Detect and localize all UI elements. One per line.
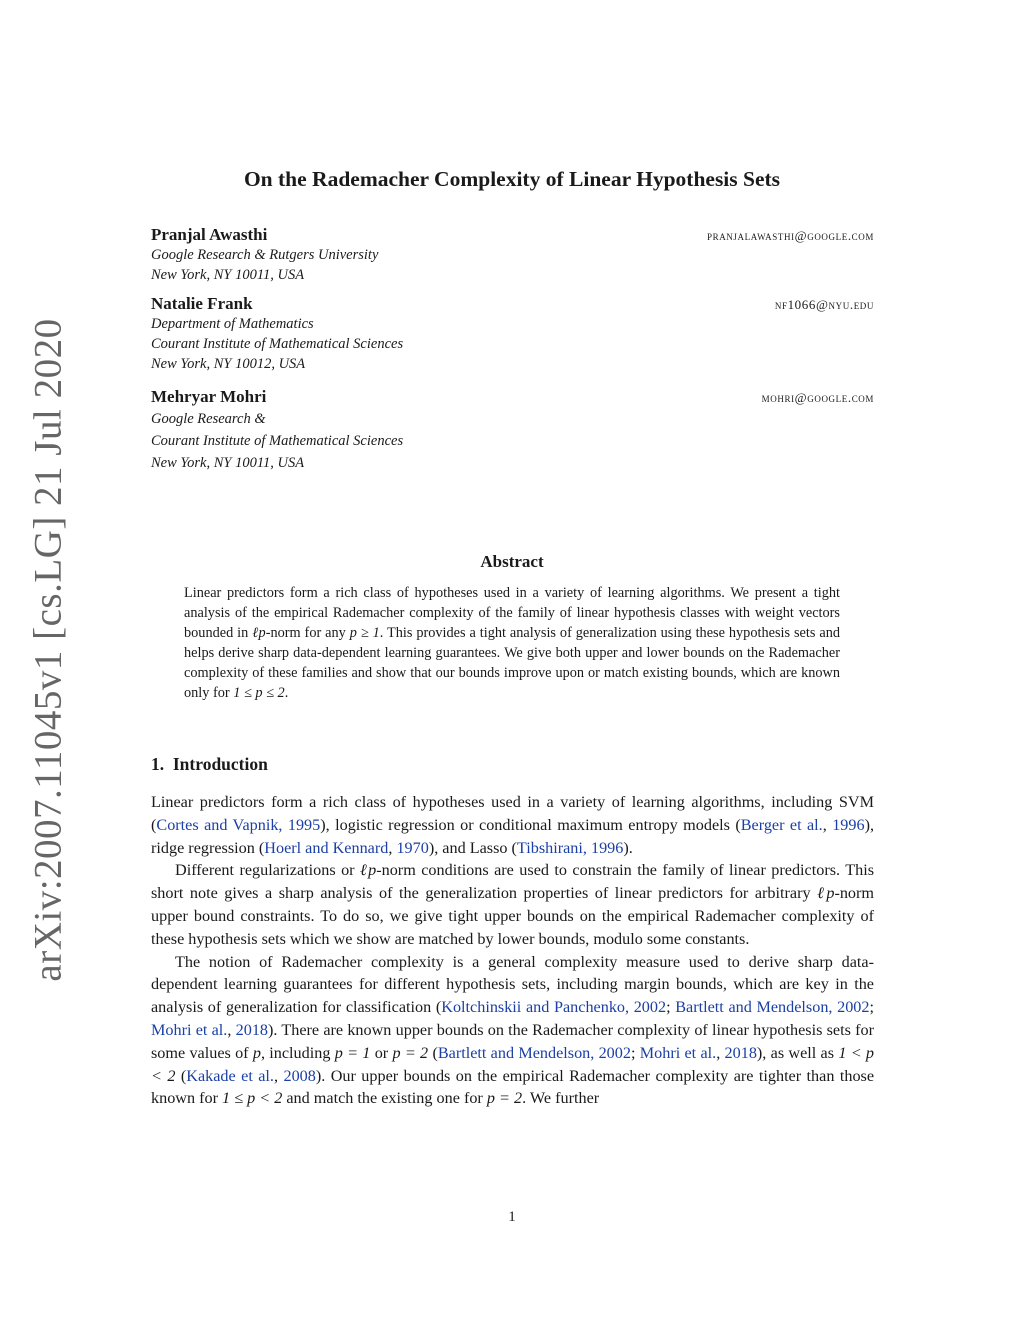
citation-link[interactable]: Tibshirani, 1996 [516,838,624,857]
author-affiliation: Google Research & [151,411,266,427]
text: The notion of Rademacher complexity is a general complexity measure used to derive sharp data-dependent learning guarantees for different hypothesis sets, including margin bounds, which are key in the analysis of generalization for classification ( [151,952,874,1017]
citation-link[interactable]: Koltchinskii and Panchenko, 2002 [441,998,667,1017]
author-address: New York, NY 10012, USA [151,356,306,372]
citation-link[interactable]: Bartlett and Mendelson, 2002 [675,998,870,1017]
author-name: Pranjal Awasthi [151,225,268,244]
text: ; [869,998,874,1017]
text: ; [666,998,676,1017]
text: ), and Lasso ( [428,838,517,857]
text: ). [623,838,633,857]
abstract-text-part: . [284,685,289,701]
section-title: Introduction [172,754,268,774]
citation-link[interactable]: 1970 [396,838,429,857]
text: ( [428,1043,438,1062]
author-affiliation: Department of Mathematics [151,316,314,332]
abstract-text-part: Linear predictors form a rich class of hypotheses used in a variety of learning algorithms. We present a tight analysis of the empirical Rademacher complexity of the family of linear hypothesis classes with weight vectors bounded in [184,585,840,641]
text: or [370,1043,393,1062]
author-name: Mehryar Mohri [151,387,267,406]
math-inline: p = 2 [392,1043,429,1062]
text: Different regularizations or [175,861,360,880]
text: and match the existing one for [282,1089,487,1108]
section-number: 1. [151,754,165,774]
math-inline: p ≥ 1 [349,625,380,641]
citation-link[interactable]: Cortes and Vapnik, 1995 [156,815,321,834]
citation-link[interactable]: Kakade et al. [186,1066,274,1085]
text: ; [630,1043,640,1062]
citation-link[interactable]: 2018 [235,1020,268,1039]
citation-link[interactable]: Berger et al. [740,815,823,834]
paragraph [151,791,874,859]
math-inline: 1 < p < 2 [151,1043,875,1085]
text: ). There are known upper bounds on the Rademacher complexity of linear hypothesis sets for some values of [151,1020,874,1062]
abstract-text [184,583,840,703]
text: -norm upper bound constraints. To do so, we give tight upper bounds on the empirical Rademacher complexity of these hypothesis sets which we show are matched by lower bounds, modulo some constants. [151,884,874,948]
paragraph [151,859,874,950]
citation-link[interactable]: 2008 [283,1066,316,1085]
author-block [151,387,874,473]
citation-link[interactable]: 2018 [724,1043,757,1062]
citation-link[interactable]: Hoerl and Kennard [264,838,389,857]
text: , [822,815,833,834]
text: , [388,838,397,857]
author-name: Natalie Frank [151,294,253,313]
citation-link[interactable]: Mohri et al. [639,1043,717,1062]
text: , including [260,1043,335,1062]
paragraph [151,951,874,1111]
introduction-body [151,791,874,1110]
page-number: 1 [508,1209,516,1225]
author-email[interactable]: pranjalawasthi@google.com [706,228,874,243]
math-inline: 1 ≤ p ≤ 2 [233,685,285,701]
arxiv-identifier-stamp[interactable]: arXiv:2007.11045v1 [cs.LG] 21 Jul 2020 [26,318,70,982]
abstract-text-part: . This provides a tight analysis of generalization using these hypothesis sets and helps derive sharp data-dependent learning guarantees. We give both upper and lower bounds on the Rademacher complexity of these families and show that our bounds improve upon or match existing bounds, which are known only for [184,625,840,701]
citation-link[interactable]: Mohri et al. [151,1020,228,1039]
author-address: New York, NY 10011, USA [151,267,305,283]
text: , [716,1043,725,1062]
math-inline: p [252,1043,261,1062]
text: . We further [522,1089,600,1108]
text: , [273,1066,284,1085]
text: -norm conditions are used to constrain the family of linear predictors. This short note gives a sharp analysis of the generalization properties of linear predictors for arbitrary [151,861,874,903]
math-inline: ℓp [817,884,835,903]
author-email[interactable]: nf1066@nyu.edu [774,297,874,312]
text: , [227,1020,236,1039]
section-heading [151,754,268,775]
text: ), as well as [756,1043,839,1062]
math-inline: 1 ≤ p < 2 [222,1089,283,1108]
math-inline: ℓp [360,861,377,880]
text: ), logistic regression or conditional maximum entropy models ( [320,815,741,834]
author-block [151,294,874,374]
citation-link[interactable]: 1996 [832,815,865,834]
math-inline: ℓp [252,625,266,641]
author-affiliation: Courant Institute of Mathematical Sciences [151,433,404,449]
paper-title: On the Rademacher Complexity of Linear Hypothesis Sets [243,167,781,191]
text: ), ridge regression ( [151,815,874,857]
abstract-text-part: -norm for any [265,625,350,641]
math-inline: p = 2 [486,1089,523,1108]
author-affiliation: Google Research & Rutgers University [151,247,379,263]
author-affiliation: Courant Institute of Mathematical Sciences [151,336,404,352]
citation-link[interactable]: Bartlett and Mendelson, 2002 [437,1043,631,1062]
text: ( [175,1066,187,1085]
abstract-heading: Abstract [480,552,544,571]
author-email[interactable]: mohri@google.com [761,390,874,405]
text: Linear predictors form a rich class of hypotheses used in a variety of learning algorithms, including SVM ( [151,793,874,834]
math-inline: p = 1 [334,1043,371,1062]
text: ). Our upper bounds on the empirical Rademacher complexity are tighter than those known for [151,1066,875,1108]
author-address: New York, NY 10011, USA [151,455,305,471]
author-block [151,225,874,285]
